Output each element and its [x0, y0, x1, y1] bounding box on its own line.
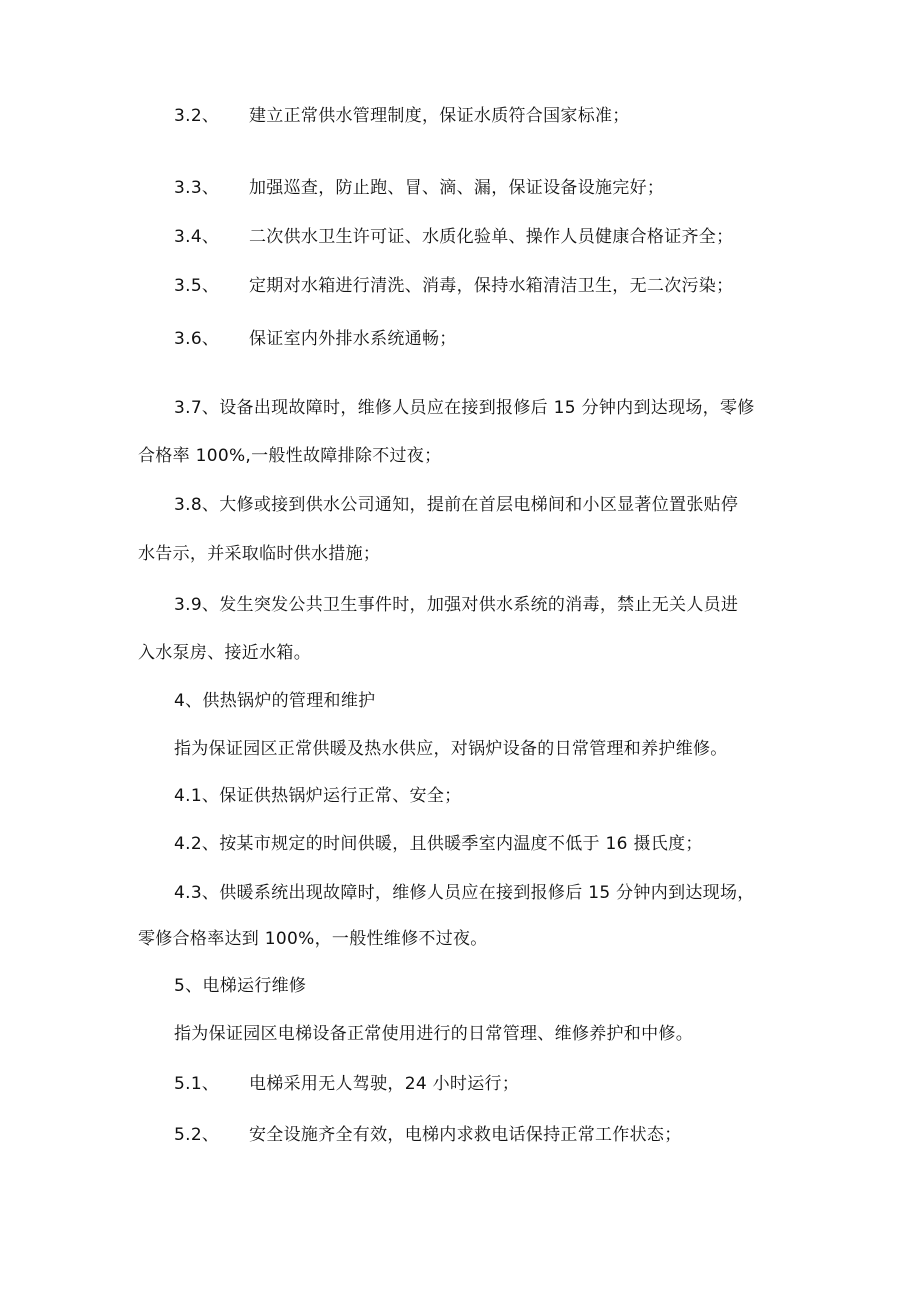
item-number: 3.6、 [174, 329, 220, 349]
paragraph-3-7-line-2: 合格率 100%,一般性故障排除不过夜； [138, 446, 442, 466]
paragraph-3-7-line-1: 3.7、设备出现故障时，维修人员应在接到报修后 15 分钟内到达现场，零修 [174, 398, 755, 418]
paragraph-3-8-line-1: 3.8、大修或接到供水公司通知，提前在首层电梯间和小区显著位置张贴停 [174, 495, 739, 515]
paragraph-3-8-line-2: 水告示，并采取临时供水措施； [138, 544, 381, 564]
item-text: 建立正常供水管理制度，保证水质符合国家标准； [249, 106, 630, 126]
section-4-intro: 指为保证园区正常供暖及热水供应，对锅炉设备的日常管理和养护维修。 [174, 739, 728, 759]
item-text: 加强巡查，防止跑、冒、滴、漏，保证设备设施完好； [249, 178, 665, 198]
paragraph-3-9-line-2: 入水泵房、接近水箱。 [138, 643, 311, 663]
list-item [174, 275, 733, 297]
item-number: 5.1、 [174, 1074, 220, 1094]
section-5-heading: 5、电梯运行维修 [174, 976, 307, 996]
item-text: 保证室内外排水系统通畅； [249, 329, 457, 349]
list-item [174, 1073, 519, 1095]
item-number: 3.4、 [174, 227, 220, 247]
item-text: 二次供水卫生许可证、水质化验单、操作人员健康合格证齐全； [249, 227, 734, 247]
list-item [174, 328, 457, 350]
paragraph-4-3-line-1: 4.3、供暖系统出现故障时，维修人员应在接到报修后 15 分钟内到达现场， [174, 883, 755, 903]
paragraph-3-9-line-1: 3.9、发生突发公共卫生事件时，加强对供水系统的消毒，禁止无关人员进 [174, 595, 739, 615]
list-item [174, 105, 630, 127]
item-number: 3.5、 [174, 276, 220, 296]
item-text: 定期对水箱进行清洗、消毒，保持水箱清洁卫生，无二次污染； [249, 276, 734, 296]
list-item [174, 177, 664, 199]
item-number: 5.2、 [174, 1125, 220, 1145]
item-text: 电梯采用无人驾驶，24 小时运行； [249, 1074, 520, 1094]
item-number: 3.3、 [174, 178, 220, 198]
item-number: 3.2、 [174, 106, 220, 126]
section-5-intro: 指为保证园区电梯设备正常使用进行的日常管理、维修养护和中修。 [174, 1024, 693, 1044]
paragraph-4-3-line-2: 零修合格率达到 100%，一般性维修不过夜。 [138, 929, 488, 949]
list-item [174, 226, 733, 248]
list-item [174, 1124, 682, 1146]
paragraph-4-2: 4.2、按某市规定的时间供暖，且供暖季室内温度不低于 16 摄氏度； [174, 834, 703, 854]
section-4-heading: 4、供热锅炉的管理和维护 [174, 691, 376, 711]
item-text: 安全设施齐全有效，电梯内求救电话保持正常工作状态； [249, 1125, 682, 1145]
paragraph-4-1: 4.1、保证供热锅炉运行正常、安全； [174, 786, 462, 806]
